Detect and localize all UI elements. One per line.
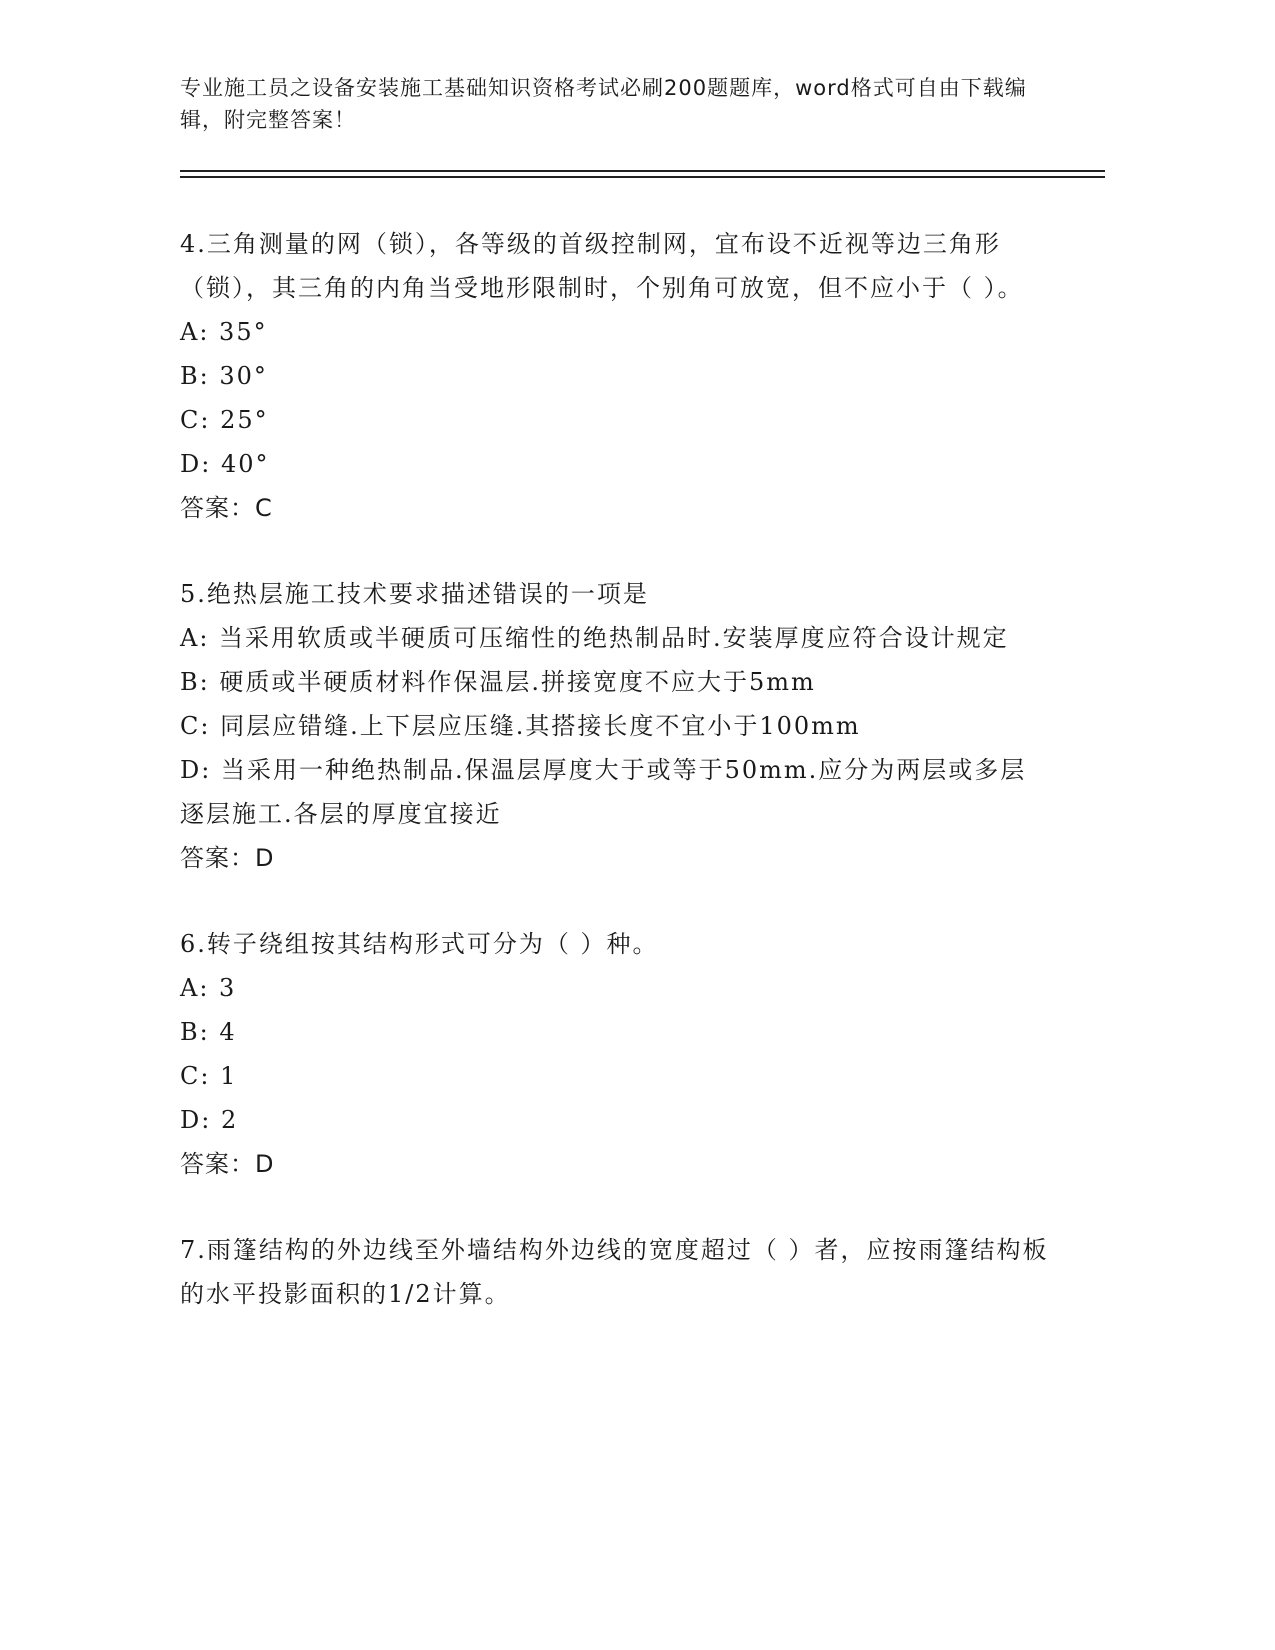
option-c: C: 同层应错缝.上下层应压缝.其搭接长度不宜小于100mm xyxy=(180,712,861,740)
question-stem: 7.雨篷结构的外边线至外墙结构外边线的宽度超过（ ）者，应按雨篷结构板的水平投影面积的1/2计算。 xyxy=(180,1236,1049,1308)
question-stem: 6.转子绕组按其结构形式可分为（ ）种。 xyxy=(180,930,659,958)
answer: 答案：D xyxy=(180,1150,275,1178)
question-4 xyxy=(180,222,1050,530)
option-a: A: 35° xyxy=(180,318,268,346)
answer: 答案：D xyxy=(180,844,275,872)
option-b: B: 30° xyxy=(180,362,268,390)
question-stem: 4.三角测量的网（锁），各等级的首级控制网，宜布设不近视等边三角形（锁），其三角的内角当受地形限制时，个别角可放宽，但不应小于（ ）。 xyxy=(180,230,1024,302)
option-b: B: 硬质或半硬质材料作保温层.拼接宽度不应大于5mm xyxy=(180,668,816,696)
document-header: 专业施工员之设备安装施工基础知识资格考试必刷200题题库，word格式可自由下载编辑，附完整答案！ xyxy=(180,76,1027,132)
option-c: C: 1 xyxy=(180,1062,238,1090)
option-b: B: 4 xyxy=(180,1018,237,1046)
question-5 xyxy=(180,572,1050,880)
question-stem: 5.绝热层施工技术要求描述错误的一项是 xyxy=(180,580,649,608)
question-7 xyxy=(180,1228,1050,1316)
option-a: A: 3 xyxy=(180,974,237,1002)
header-divider-top xyxy=(180,170,1105,172)
answer: 答案：C xyxy=(180,494,273,522)
option-d: D: 当采用一种绝热制品.保温层厚度大于或等于50mm.应分为两层或多层逐层施工.各层的厚度宜接近 xyxy=(180,756,1027,828)
question-list xyxy=(180,222,1050,1358)
option-c: C: 25° xyxy=(180,406,269,434)
option-a: A: 当采用软质或半硬质可压缩性的绝热制品时.安装厚度应符合设计规定 xyxy=(180,624,1009,652)
option-d: D: 2 xyxy=(180,1106,239,1134)
header-divider-bottom xyxy=(180,176,1105,178)
option-d: D: 40° xyxy=(180,450,270,478)
question-6 xyxy=(180,922,1050,1186)
